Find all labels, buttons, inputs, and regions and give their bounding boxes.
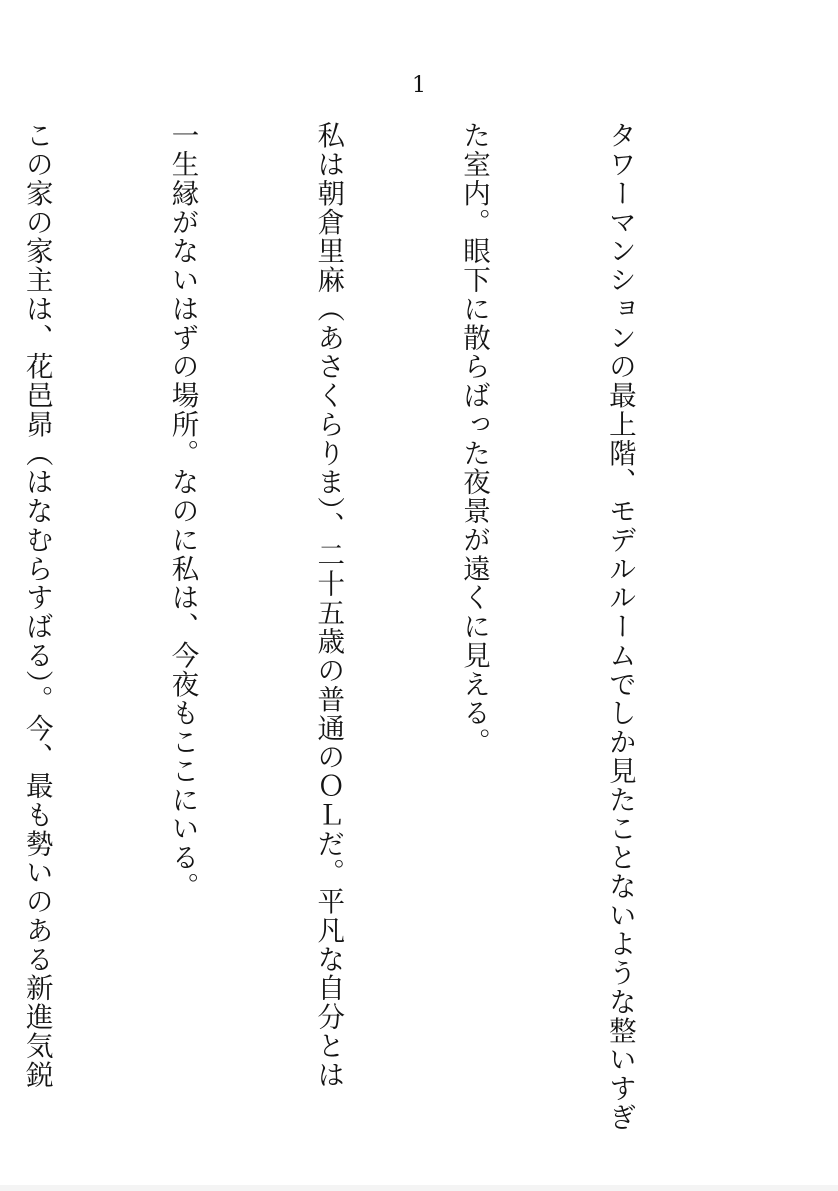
page-bottom-edge [0,1185,838,1191]
text-line: タワーマンションの最上階、モデルルームでしか見たことないような整いすぎ [603,121,636,1132]
text-line: この家の家主は、花邑昴（はなむらすばる）。今、最も勢いのある新進気鋭 [20,121,53,1089]
text-line: 私は朝倉里麻（あさくらりま）、二十五歳の普通のＯＬだ。平凡な自分とは [312,121,345,1089]
page-number: 1 [412,73,426,98]
vertical-text-body [0,121,741,1132]
text-line: た室内。眼下に散らばった夜景が遠くに見える。 [458,121,491,757]
text-line: 一生縁がないはずの場所。なのに私は、今夜もここにいる。 [166,121,199,901]
